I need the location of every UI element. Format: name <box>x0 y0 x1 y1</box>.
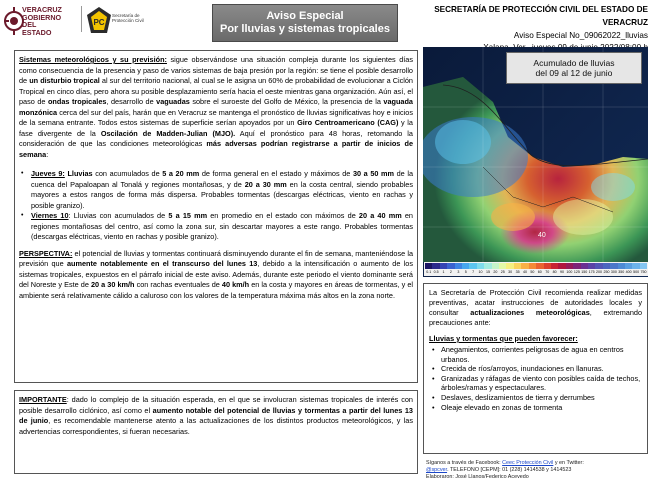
scale-label: 30 <box>508 270 513 274</box>
color-scale-bar <box>425 263 647 269</box>
map-caption: Acumulado de lluvias del 09 al 12 de junio <box>506 52 642 84</box>
logo-divider <box>81 6 82 32</box>
scale-label: 500 <box>633 270 640 274</box>
banner-title: Aviso Especial <box>266 10 344 22</box>
scale-swatch <box>484 263 491 269</box>
scale-label: 20 <box>493 270 498 274</box>
daily-forecast-list <box>19 169 413 243</box>
scale-swatch <box>640 263 647 269</box>
scale-swatch <box>440 263 447 269</box>
scale-label: 400 <box>625 270 632 274</box>
scale-swatch <box>618 263 625 269</box>
scale-label: 175 <box>588 270 595 274</box>
scale-swatch <box>521 263 528 269</box>
scale-swatch <box>603 263 610 269</box>
agency-name: SECRETARÍA DE PROTECCIÓN CIVIL DEL ESTADO DE VERACRUZ <box>434 5 648 27</box>
scale-swatch <box>566 263 573 269</box>
scale-label: 125 <box>573 270 580 274</box>
scale-swatch <box>573 263 580 269</box>
scale-label: 40 <box>522 270 527 274</box>
hazard-item: • Deslaves, deslizamientos de tierra y derrumbes <box>441 393 642 403</box>
scale-swatch <box>477 263 484 269</box>
scale-label: 50 <box>530 270 535 274</box>
hazard-list <box>429 345 642 412</box>
scale-swatch <box>447 263 454 269</box>
scale-label: 150 <box>581 270 588 274</box>
scale-swatch <box>492 263 499 269</box>
scale-label: 250 <box>603 270 610 274</box>
scale-label: 2 <box>449 270 452 274</box>
scale-label: 35 <box>515 270 520 274</box>
systems-paragraph: Sistemas meteorológicos y su previsión: sigue observándose una situación compleja durante los siguientes días como consecuencia de la presencia y paso de varios sistemas de baja presión por la región: se tiene el posible desarrollo de un disturbio tropical al sur del territorio nacional, al cual se le asigna un 60% de probabilidad de evolucionar a Ciclón Tropical en cinco días, pero ahora su posible desplazamiento sería hacia el oeste mientras gana organización. Aún así, el paso de ondas tropicales, desarrollo de vaguadas sobre el suroeste del Golfo de México, la presencia de la vaguada monzónica cerca del sur del país, harán que en Veracruz se mantenga el pronóstico de lluvias significativas hoy e inicios de la semana entrante. Todos estos sistemas de superficie serían apoyados por un Giro Centroamericano (CAG) y la fase divergente de la Oscilación de Madden-Julian (MJO). Aquí el pronóstico para 48 horas, retomando la consideración de que las condiciones meteorológicas más adversas podrían registrarse a partir de inicios de semana: <box>19 55 413 159</box>
scale-label: 15 <box>485 270 490 274</box>
proteccion-civil-emblem-icon <box>86 6 112 34</box>
scale-label: 200 <box>596 270 603 274</box>
recommendations-title: Lluvias y tormentas que pueden favorecer: <box>429 334 578 343</box>
scale-swatch <box>425 263 432 269</box>
scale-label: 60 <box>537 270 542 274</box>
scale-swatch <box>551 263 558 269</box>
scale-swatch <box>595 263 602 269</box>
banner-subtitle: Por lluvias y sistemas tropicales <box>220 23 390 35</box>
footer: Síganos a través de Facebook: Ceec Protección Civil y en Twitter: @spcver. TELEFONO [CEPM]: 01 (228) 1414538 y 1414523 Elaboraron: José Llanos/Federico Acevedo <box>426 460 648 481</box>
scale-swatch <box>455 263 462 269</box>
notice-id: Aviso Especial No_09062022_lluvias <box>513 30 648 40</box>
map-value-label: 40 <box>538 232 546 239</box>
hazard-item: • Crecida de ríos/arroyos, inundaciones en llanuras. <box>441 364 642 374</box>
scale-swatch <box>506 263 513 269</box>
rainfall-color-scale <box>424 262 648 276</box>
scale-label: 90 <box>560 270 565 274</box>
scale-label: 80 <box>552 270 557 274</box>
scale-label: 350 <box>618 270 625 274</box>
facebook-link[interactable]: Ceec Protección Civil <box>502 460 554 466</box>
authors: Elaboraron: José Llanos/Federico Acevedo <box>426 474 529 480</box>
scale-label: 0.5 <box>433 270 439 274</box>
list-item-friday: • Viernes 10: Lluvias con acumulados de 5 a 15 mm en promedio en el estado con máximos de 20 a 40 mm en regiones montañosas del centro, así como la zona sur, sin descartar mayores a este rango. Probables tormentas (descargas eléctricas, viento en rachas y posible granizo). <box>31 211 413 243</box>
recommendations-box <box>423 283 648 454</box>
hazard-item: • Oleaje elevado en zonas de tormenta <box>441 403 642 413</box>
forecast-text-box <box>14 50 418 383</box>
scale-label: 1 <box>442 270 445 274</box>
scale-swatch <box>544 263 551 269</box>
scale-swatch <box>462 263 469 269</box>
scale-label: 7 <box>472 270 475 274</box>
scale-swatch <box>581 263 588 269</box>
veracruz-logo-text: VERACRUZ GOBIERNO DEL ESTADO <box>22 5 62 37</box>
scale-swatch <box>469 263 476 269</box>
scale-swatch <box>625 263 632 269</box>
scale-swatch <box>529 263 536 269</box>
scale-label: 300 <box>610 270 617 274</box>
twitter-link[interactable]: @spcver <box>426 467 448 473</box>
scale-swatch <box>432 263 439 269</box>
perspective-paragraph: PERSPECTIVA: el potencial de lluvias y tormentas continuará disminuyendo durante el fin de semana, manteniéndose la previsión que aumente notablemente en el transcurso del lunes 13, debido a la intensificación o aumento de los sistemas tropicales, expuestos en el párrafo inicial de este aviso. Además, durante este periodo el viento dominante será del Noreste y Este de 20 a 30 km/h con rachas eventuales de 40 km/h en la costa y mayores en áreas de tormentas, y el ambiente será relativamente cálido a caluroso con los valores de la temperatura máxima más altos en la zona norte. <box>19 248 414 300</box>
scale-label: 5 <box>464 270 467 274</box>
scale-label: 750 <box>640 270 647 274</box>
scale-label: 70 <box>545 270 550 274</box>
scale-swatch <box>558 263 565 269</box>
recommendations-intro: La Secretaría de Protección Civil recomienda realizar medidas preventivas, acatar instrucciones de autoridades locales y consultar actualizaciones meteorológicas, extremando precauciones ante: <box>429 288 643 327</box>
list-item-thursday: • Jueves 9: Lluvias con acumulados de 5 a 20 mm de forma general en el estado y máximos de 30 a 50 mm de la cuenca del Papaloapan al Tonalá y regiones montañosas, y de 20 a 30 mm en la costa central, siendo probables mayores a estos rangos de forma más dispersa. Probables tormentas (descargas eléctricas, viento en rachas y posible granizo). <box>31 169 413 211</box>
scale-swatch <box>514 263 521 269</box>
scale-label: 100 <box>566 270 573 274</box>
hazard-item: • Anegamientos, corrientes peligrosas de agua en centros urbanos. <box>441 345 642 364</box>
scale-swatch <box>610 263 617 269</box>
pc-logo-text: Secretaría de Protección Civil <box>112 13 144 24</box>
scale-swatch <box>499 263 506 269</box>
notice-banner <box>212 4 398 42</box>
scale-label: 0.1 <box>426 270 432 274</box>
scale-label: 25 <box>500 270 505 274</box>
scale-swatch <box>632 263 639 269</box>
color-scale-labels <box>425 270 647 274</box>
hazard-item: • Granizadas y ráfagas de viento con posibles caída de techos, árboles/ramas y espectaculares. <box>441 374 642 393</box>
scale-swatch <box>588 263 595 269</box>
scale-label: 10 <box>478 270 483 274</box>
important-title: IMPORTANTE <box>19 395 67 404</box>
scale-swatch <box>536 263 543 269</box>
svg-text:PC: PC <box>93 18 105 27</box>
scale-label: 3 <box>457 270 460 274</box>
important-box: IMPORTANTE: dado lo complejo de la situación esperada, en el que se involucran sistemas tropicales de interés con posible desarrollo ciclónico, así como el aumento notable del potencial de lluvias y tormentas a partir del lunes 13 de junio, es recomendable mantenerse atento a las actualizaciones de los distintos productos meteorológicos, y las advertencias correspondientes, si fueran necesarias. <box>14 390 418 474</box>
